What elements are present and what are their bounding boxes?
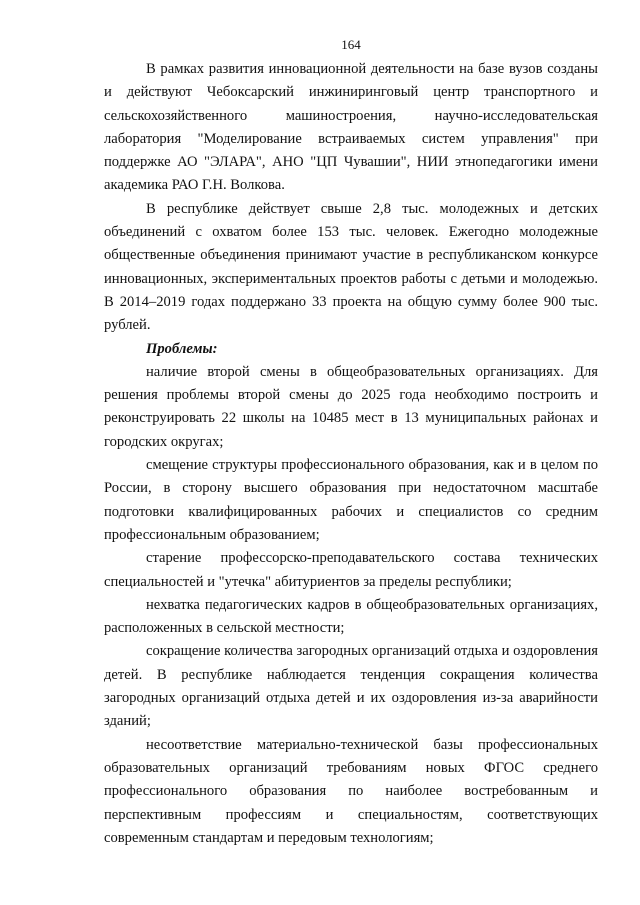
problem-item-aging-staff: старение профессорско-преподавательского состава технических специальностей и "утечка" абитуриентов за пределы республики; — [104, 550, 598, 590]
problems-heading: Проблемы: — [146, 340, 218, 357]
problem-item-teacher-shortage: нехватка педагогических кадров в общеобразовательных организациях, расположенных в сельской местности; — [104, 596, 598, 637]
problem-item-camps-reduction: сокращение количества загородных организаций отдыха и оздоровления детей. В республике наблюдается тенденция сокращения количества загородных организаций отдыха детей и их оздоровления из-за аварийности зданий; — [104, 643, 598, 730]
paragraph-youth-associations: В республике действует свыше 2,8 тыс. молодежных и детских объединений с охватом более 153 тыс. человек. Ежегодно молодежные общественные объединения принимают участие в республиканском конкурсе инновационных, экспериментальных проектов работы с детьми и молодежью. В 2014–2019 годах поддержано 33 проекта на общую сумму более 900 тыс. рублей. — [104, 200, 598, 334]
problem-item-material-base: несоответствие материально-технической базы профессиональных образовательных организаций требованиям новых ФГОС среднего профессионального образования по наиболее востребованным и перспективным профессиям и специальностям, соответствующих современным стандартам и передовым технологиям; — [104, 736, 598, 846]
document-page — [104, 36, 598, 850]
problem-item-second-shift: наличие второй смены в общеобразовательных организациях. Для решения проблемы второй смены до 2025 года необходимо построить и реконструировать 22 школы на 10485 мест в 13 муниципальных районах и городских округах; — [104, 363, 598, 450]
page-number: 164 — [341, 37, 361, 52]
problem-item-education-structure: смещение структуры профессионального образования, как и в целом по России, в сторону высшего образования при недостаточном масштабе подготовки квалифицированных рабочих и специалистов со средним профессиональным образованием; — [104, 457, 598, 543]
paragraph-innovation: В рамках развития инновационной деятельности на базе вузов созданы и действуют Чебоксарский инжиниринговый центр транспортного и сельскохозяйственного машиностроения, научно-исследовательская лаборатория "Моделирование встраиваемых систем управления" при поддержке АО "ЭЛАРА", АНО "ЦП Чувашии", НИИ этнопедагогики имени академика РАО Г.Н. Волкова. — [104, 61, 598, 194]
